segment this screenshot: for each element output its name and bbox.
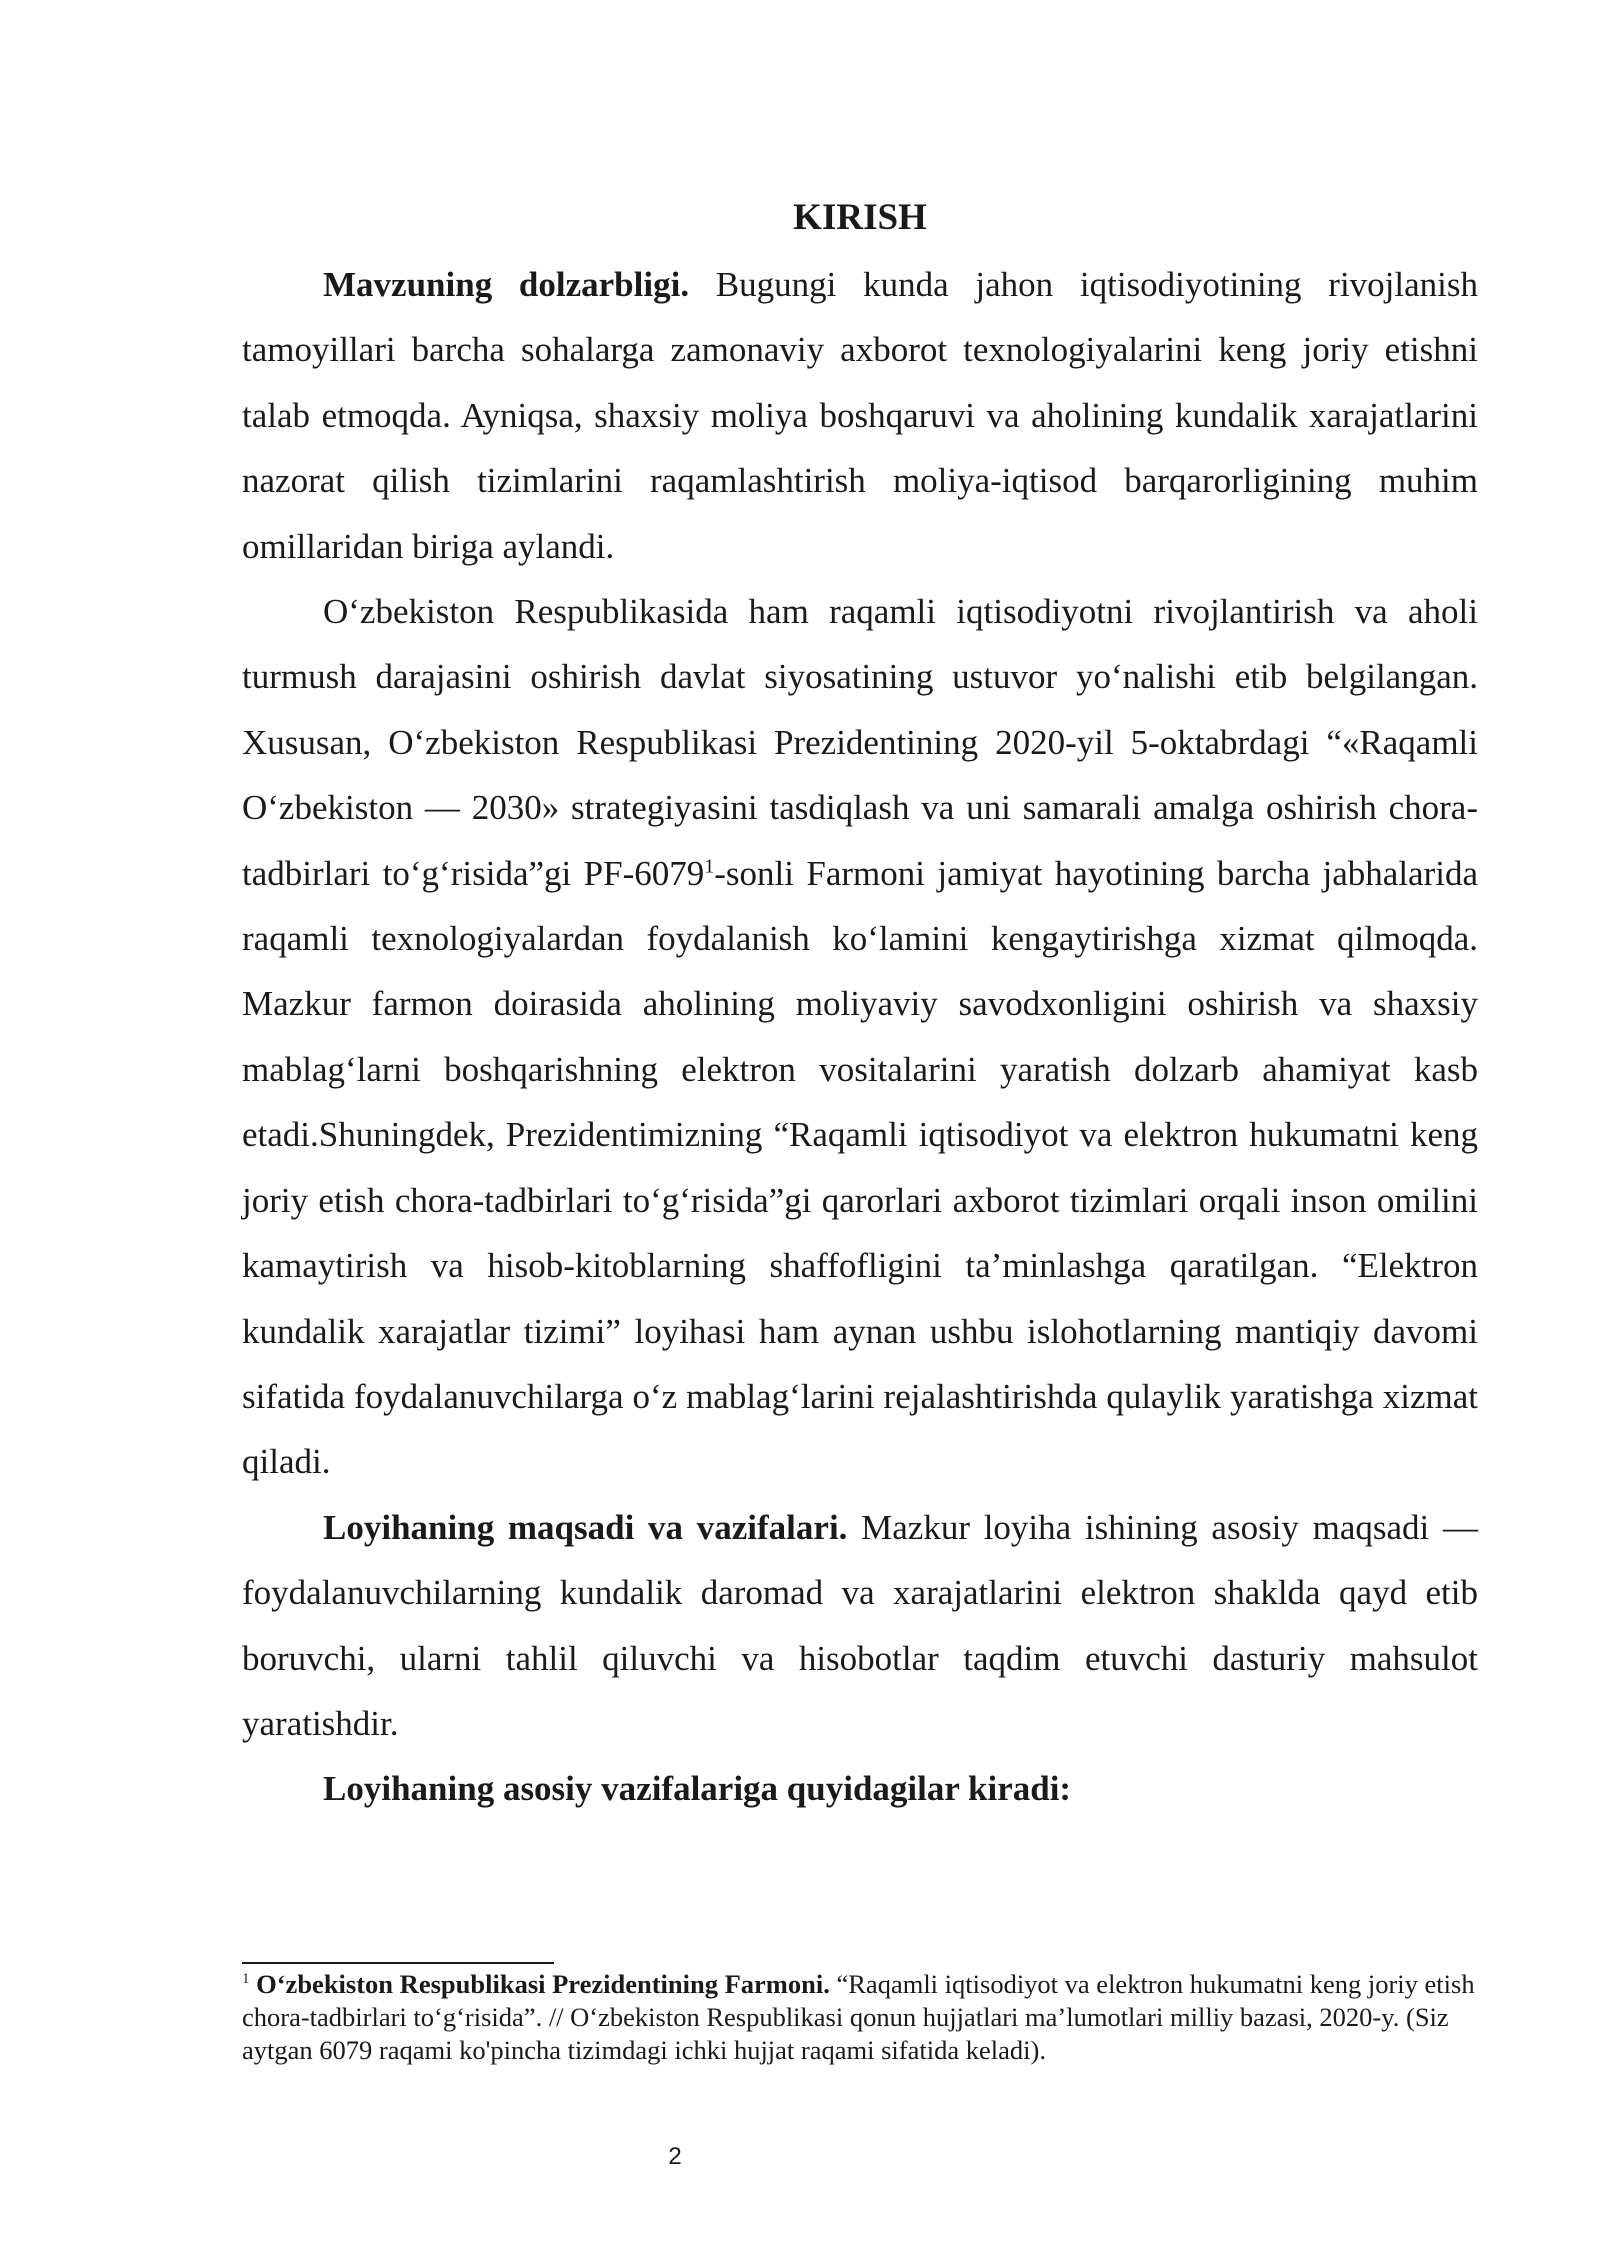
footnote-divider — [242, 1962, 554, 1964]
footnote-text: “Raqamli iqtisodiyot va elektron hukumatni keng joriy etish chora-tadbirlari to‘g‘risida”. // O‘zbekiston Respublikasi qonun hujjatlari ma’lumotlari milliy bazasi, 2020-y. (Siz aytgan 6079 raqami ko'pincha tizimdagi ichki hujjat raqami sifatida keladi). — [242, 1969, 1475, 2065]
page-title: KIRISH — [793, 197, 927, 238]
relevance-paragraph — [242, 252, 1478, 579]
tasks-subheading: Loyihaning asosiy vazifalariga quyidagilar kiradi: — [323, 1769, 1072, 1809]
footnote-number: 1 — [242, 1971, 250, 1988]
policy-paragraph — [242, 579, 1478, 1495]
goal-heading: Loyihaning maqsadi va vazifalari. — [323, 1507, 848, 1547]
goal-text: Mazkur loyiha ishining asosiy maqsadi — foydalanuvchilarning kundalik daromad va xarajatlarini elektron shaklda qayd etib boruvchi, ularni tahlil qiluvchi va hisobotlar taqdim etuvchi dasturiy mahsulot yaratishdir. — [242, 1507, 1478, 1743]
footnote-reference[interactable]: 1 — [704, 855, 715, 877]
footnote-bold-title: O‘zbekiston Respublikasi Prezidentining Farmoni. — [249, 1969, 830, 1999]
document-body — [242, 252, 1478, 1822]
goal-paragraph — [242, 1495, 1478, 1757]
relevance-heading: Mavzuning dolzarbligi. — [323, 265, 690, 304]
page-number: 2 — [668, 2143, 682, 2170]
relevance-text: Bugungi kunda jahon iqtisodiyotining rivojlanish tamoyillari barcha sohalarga zamonaviy axborot texnologiyalarini keng joriy etishni talab etmoqda. Ayniqsa, shaxsiy moliya boshqaruvi va aholining kundalik xarajatlarini nazorat qilish tizimlarini raqamlashtirish moliya-iqtisod barqarorligining muhim omillaridan biriga aylandi. — [242, 265, 1478, 566]
policy-text-start: O‘zbekiston Respublikasida ham raqamli iqtisodiyotni rivojlantirish va aholi turmush darajasini oshirish davlat siyosatining ustuvor yo‘nalishi etib belgilangan. Xususan, O‘zbekiston Respublikasi Prezidentining 2020-yil 5-oktabrdagi “«Raqamli O‘zbekiston — 2030» strategiyasini tasdiqlash va uni samarali amalga oshirish chora-tadbirlari to‘g‘risida”gi PF-6079 — [242, 592, 1478, 893]
footnote — [242, 1968, 1478, 2067]
policy-text-end: -sonli Farmoni jamiyat hayotining barcha jabhalarida raqamli texnologiyalardan foydalanish ko‘lamini kengaytirishga xizmat qilmoqda. Mazkur farmon doirasida aholining moliyaviy savodxonligini oshirish va shaxsiy mablag‘larni boshqarishning elektron vositalarini yaratish dolzarb ahamiyat kasb etadi.Shuningdek, Prezidentimizning “Raqamli iqtisodiyot va elektron hukumatni keng joriy etish chora-tadbirlari to‘g‘risida”gi qarorlari axborot tizimlari orqali inson omilini kamaytirish va hisob-kitoblarning shaffofligini ta’minlashga qaratilgan. “Elektron kundalik xarajatlar tizimi” loyihasi ham aynan ushbu islohotlarning mantiqiy davomi sifatida foydalanuvchilarga o‘z mablag‘larini rejalashtirishda qulaylik yaratishga xizmat qiladi. — [242, 853, 1478, 1482]
